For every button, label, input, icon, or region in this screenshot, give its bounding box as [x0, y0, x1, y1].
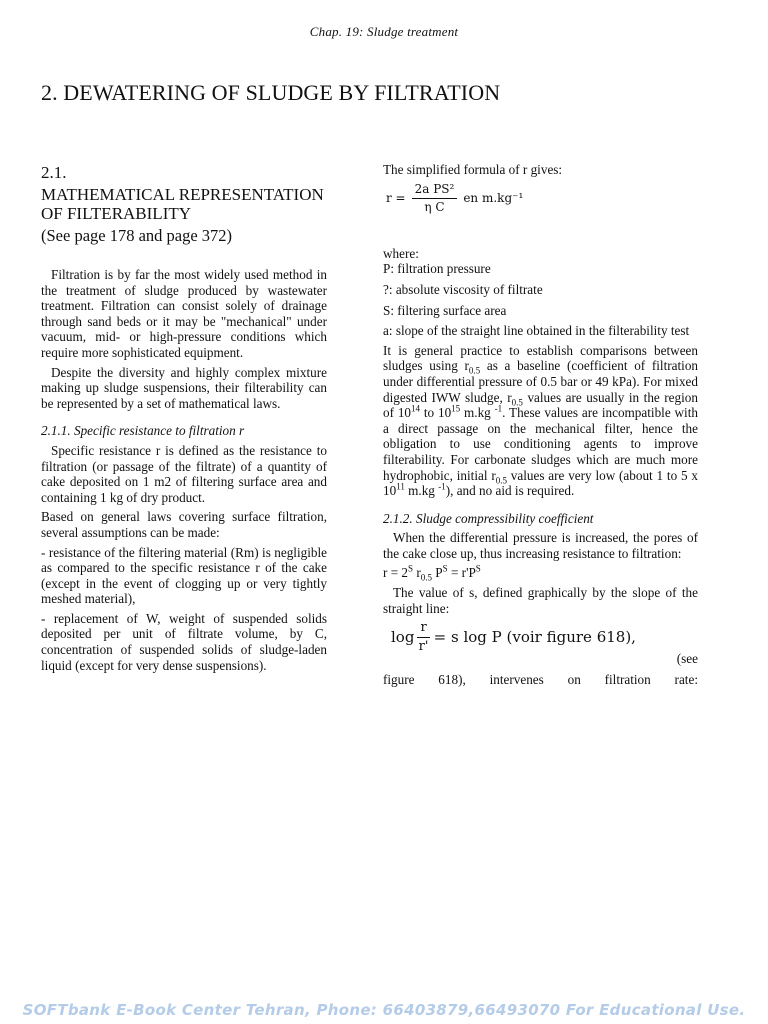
section-subtitle: (See page 178 and page 372)	[41, 226, 233, 245]
see-reference-line	[383, 651, 698, 672]
formula-unit: en m.kg⁻¹	[463, 190, 524, 205]
formula-numerator: 2a PS²	[412, 182, 458, 200]
where-label: where:	[383, 245, 419, 261]
formula-log	[391, 620, 698, 654]
paragraph-assumptions: Based on general laws covering surface filtration, several assumptions can be made:	[41, 509, 327, 540]
definition-slope: a: slope of the straight line obtained in the filterability test	[383, 323, 690, 339]
formula-intro: The simplified formula of r gives:	[383, 162, 563, 177]
subsection-heading-specific-resistance: 2.1.1. Specific resistance to filtration r	[41, 423, 245, 439]
paragraph-filtration-intro: Filtration is by far the most widely used method in the treatment of sludge produced by wastewater treatment. Filtration can consist solely of drainage through sand beds or it may be "mechanical" under vacuum, mid- or high-pressure conditions which require more sophisticated equipment.	[41, 267, 327, 360]
definition-surface-area: S: filtering surface area	[383, 302, 507, 318]
chapter-title: 2. DEWATERING OF SLUDGE BY FILTRATION	[41, 80, 501, 105]
formula-log-fraction	[417, 620, 429, 654]
paragraph-filtration-rate: figure 618), intervenes on filtration rate:	[383, 672, 698, 688]
definition-viscosity: ?: absolute viscosity of filtrate	[383, 281, 543, 297]
see-reference: (see	[676, 651, 698, 667]
paragraph-comparisons: It is general practice to establish comparisons between sludges using $r_{0.5}$ as a baseline (coefficient of filtration under differential pressure of 0.5 bar or 49 kPa). For mixed digested IWW sludge, $r_{0.5}$ values are usually in the region of $10^{14}$ to $10^{15}$ m.kg $^{-1}$. These values are incompatible with a direct passage on the mechanical filter, hence the obligation to use conditioning agents to improve filterability. For carbonate sludges which are much more hydrophobic, initial $r_{0.5}$ values are very low (about 1 to 5 x $10^{11}$ m.kg $^{-1}$), and no aid is required.	[383, 342, 699, 499]
subsection-heading-compressibility: 2.1.2. Sludge compressibility coefficient	[383, 510, 594, 526]
paragraph-value-of-s: The value of s, defined graphically by the slope of the straight line:	[383, 585, 698, 616]
formula-log-rhs: = s log P (voir figure 618),	[433, 627, 636, 646]
formula-log-denominator: r'	[418, 638, 429, 654]
watermark: SOFTbank E-Book Center Tehran, Phone: 66403879,66493070 For Educational Use.	[22, 1001, 746, 1019]
running-head: Chap. 19: Sludge treatment	[309, 24, 459, 39]
formula-log-label: log	[391, 627, 415, 646]
formula-specific-resistance	[386, 182, 698, 216]
right-column	[383, 162, 698, 692]
paragraph-assumption-2: - replacement of W, weight of suspended solids deposited per unit of filtrate volume, by C, concentration of suspended solids of sludge-laden liquid (except for very dense suspensions).	[41, 610, 327, 673]
formula-denominator: η C	[424, 200, 445, 215]
equation-compressibility: $r = 2^S$ $r_{0.5}$ $P^S = r'P^S$	[383, 564, 481, 584]
paragraph-assumption-1: - resistance of the filtering material (Rm) is negligible as compared to the specific resistance r of the cake (except in the event of clogging up or very tightly meshed material),	[41, 544, 327, 607]
definition-pressure: P: filtration pressure	[383, 261, 491, 277]
paragraph-mathematical-laws: Despite the diversity and highly complex mixture making up sludge suspensions, their filterability can be represented by a set of mathematical laws.	[41, 364, 327, 411]
section-title: MATHEMATICAL REPRESENTATION OF FILTERABILITY	[41, 185, 324, 223]
section-number: 2.1.	[41, 163, 67, 182]
paragraph-pressure-increase: When the differential pressure is increased, the pores of the cake close up, thus increasing resistance to filtration:	[383, 530, 698, 561]
formula-log-numerator: r	[417, 620, 429, 638]
paragraph-specific-resistance: Specific resistance r is defined as the resistance to filtration (or passage of the filtrate) of a quantity of cake deposited on 1 m2 of filtering surface area and containing 1 kg of dry product.	[41, 442, 327, 505]
left-column	[41, 162, 327, 677]
formula-lhs: r =	[386, 190, 406, 205]
formula-fraction	[412, 182, 458, 216]
